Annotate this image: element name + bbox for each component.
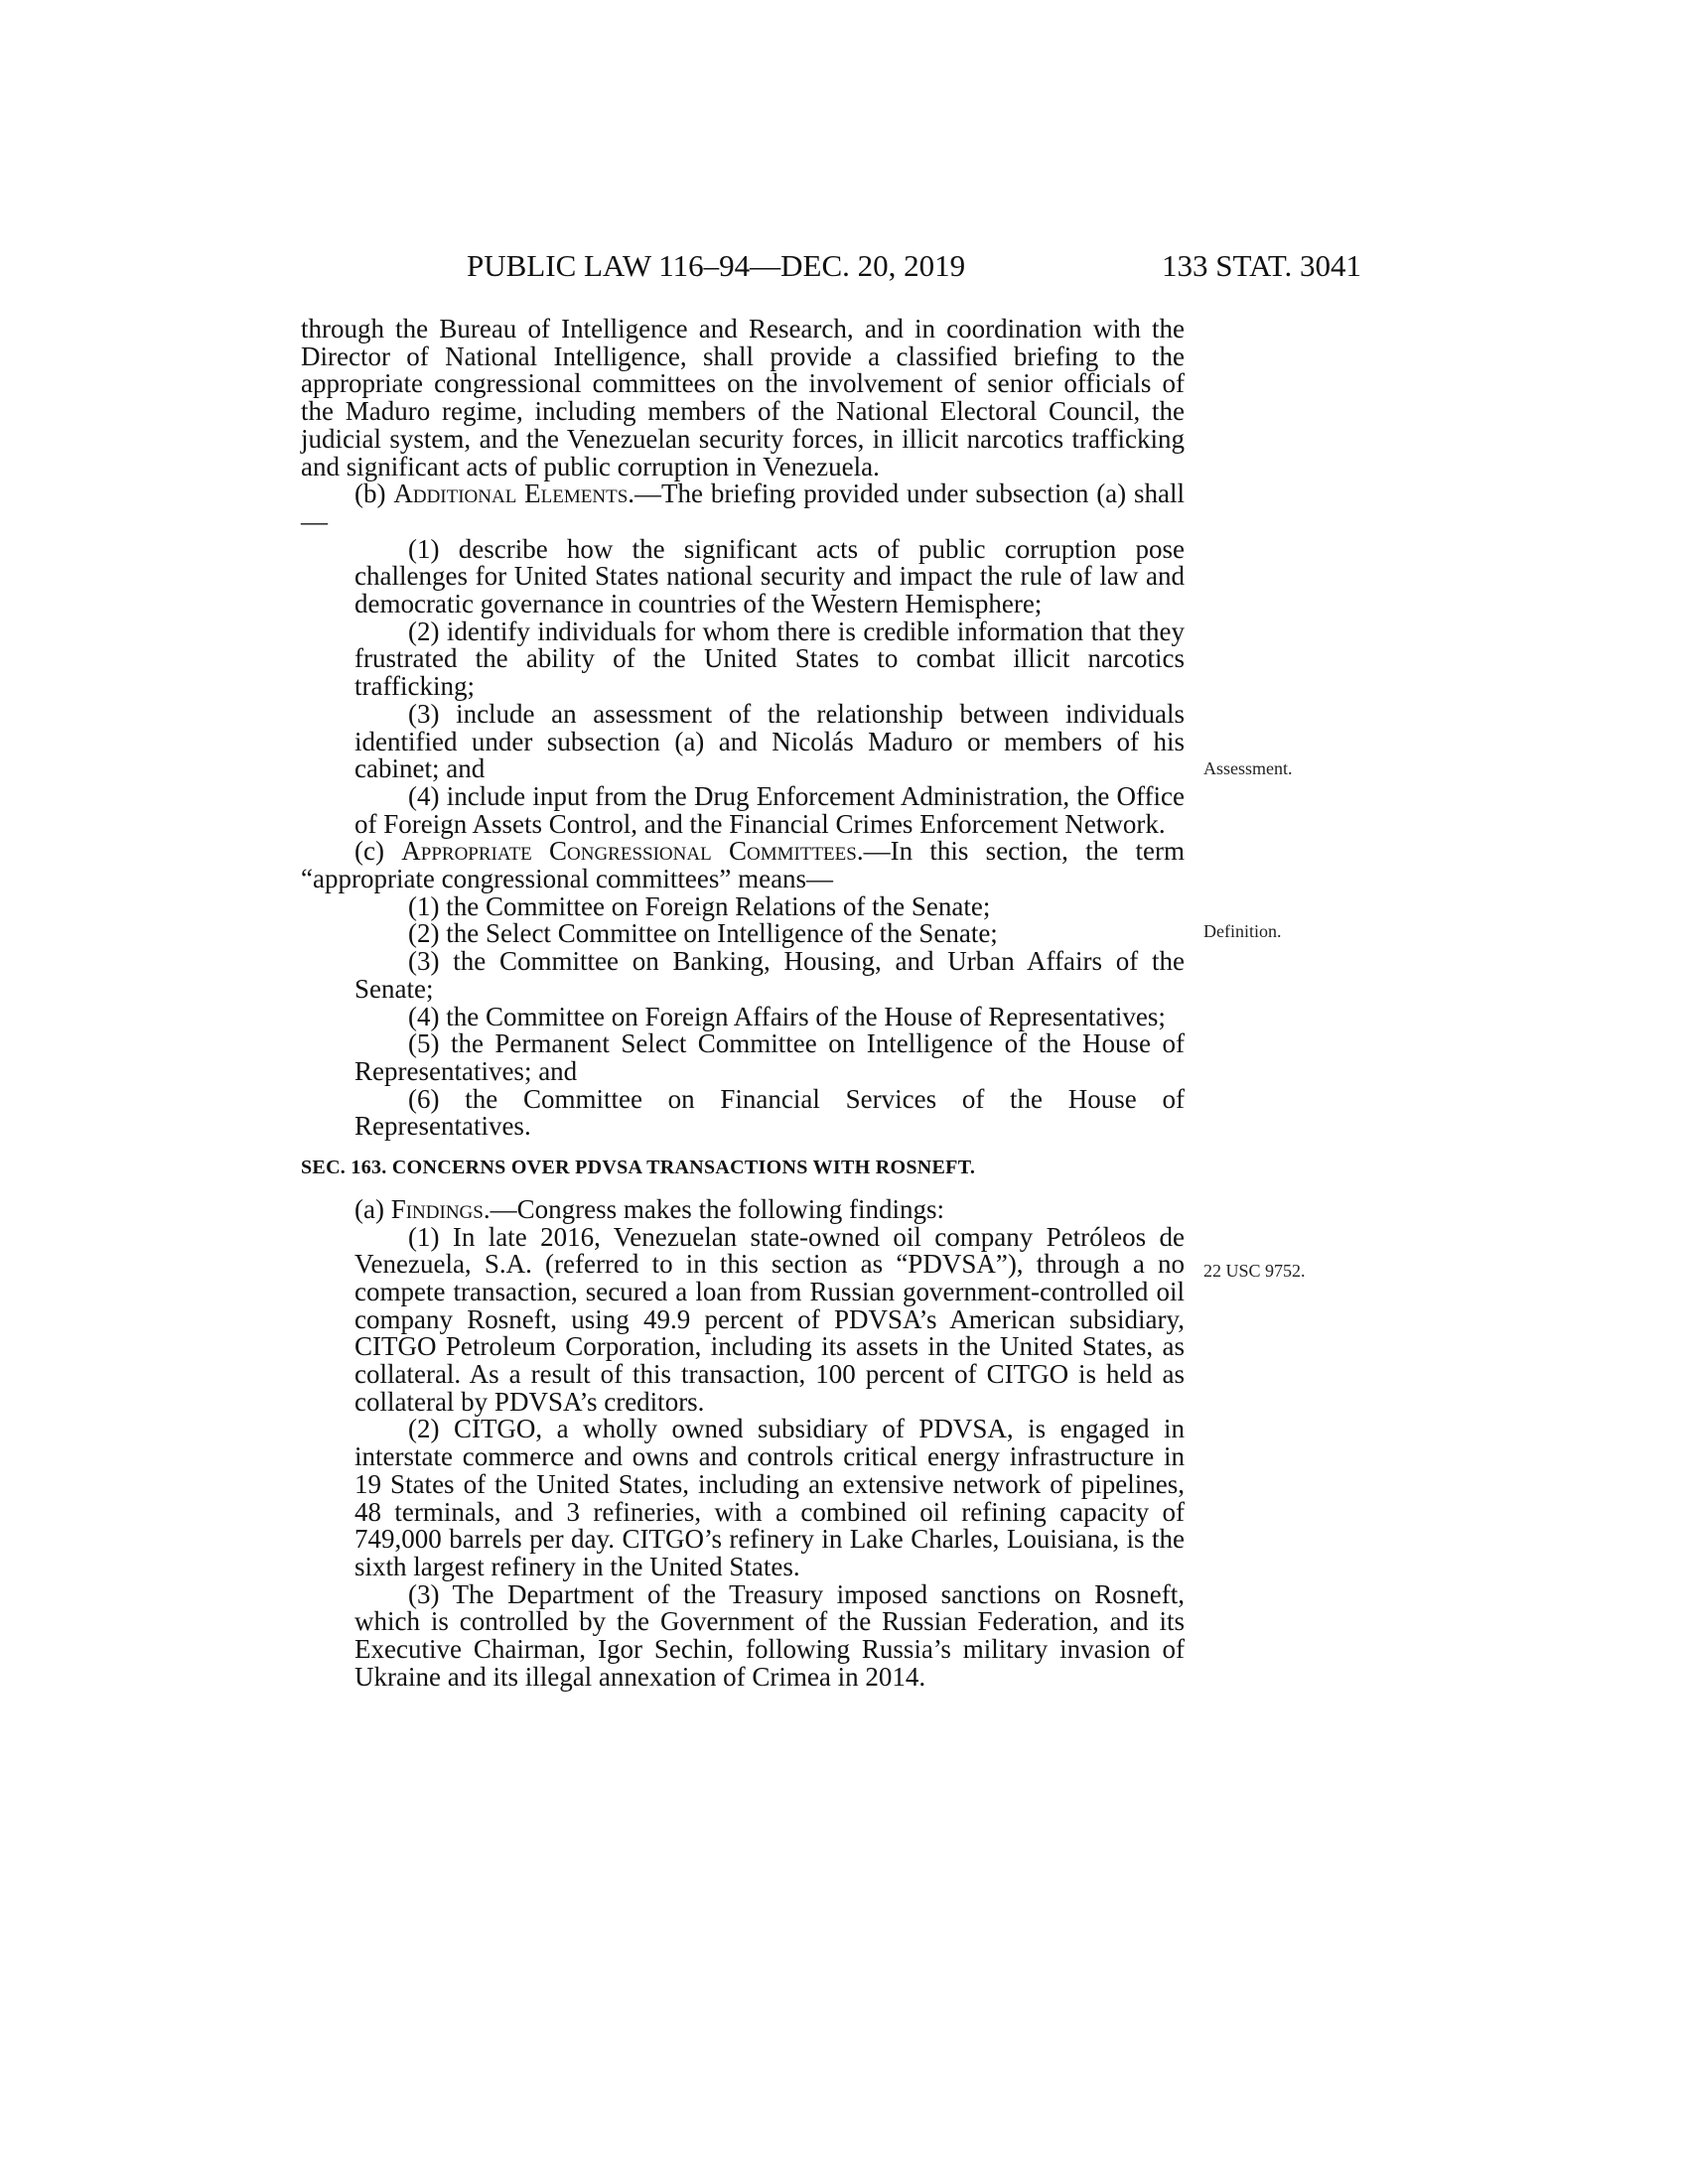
paragraph-c5: (5) the Permanent Select Committee on Intelligence of the House of Representatives; and	[354, 1028, 1185, 1086]
section-heading: SEC. 163. CONCERNS OVER PDVSA TRANSACTIONS WITH ROSNEFT.	[301, 1157, 976, 1179]
subsection-b-label: (b)	[354, 478, 394, 509]
intro-paragraph: through the Bureau of Intelligence and Research, and in coordination with the Director of National Intelligence, shall provide a classified briefing to the appropriate congressional committees on the involvement of senior officials of the Maduro regime, including members of the National Electoral Council, the judicial system, and the Venezuelan security forces, in illicit narcotics trafficking and significant acts of public corruption in Venezuela.	[301, 314, 1185, 481]
header-page-number: 133 STAT. 3041	[1162, 248, 1362, 283]
paragraph-b2: (2) identify individuals for whom there is credible information that they frustrated the ability of the United States to combat illicit narcotics trafficking;	[354, 615, 1185, 702]
subsection-c-text: .—In this section, the term “appropriate congressional committees” means—	[301, 836, 1185, 894]
paragraph-c3: (3) the Committee on Banking, Housing, and Urban Affairs of the Senate;	[354, 946, 1185, 1004]
paragraph-b1: (1) describe how the significant acts of public corruption pose challenges for United States national security and impact the rule of law and democratic governance in countries of the Western Hemisphere;	[354, 533, 1185, 619]
subsection-c-label: (c)	[354, 836, 402, 867]
paragraph-a2: (2) CITGO, a wholly owned subsidiary of PDVSA, is engaged in interstate commerce and owns and controls critical energy infrastructure in 19 States of the United States, including an extensive network of pipelines, 48 terminals, and 3 refineries, with a combined oil refining capacity of 749,000 barrels per day. CITGO’s refinery in Lake Charles, Louisiana, is the sixth largest refinery in the United States.	[354, 1414, 1185, 1581]
paragraph-b3: (3) include an assessment of the relationship between individuals identified under subsection (a) and Nicolás Maduro or members of his cabinet; and	[354, 698, 1185, 784]
paragraph-c2: (2) the Select Committee on Intelligence of the Senate;	[408, 918, 998, 949]
subsection-c	[301, 838, 1185, 892]
margin-note-usc: 22 USC 9752.	[1203, 1261, 1306, 1281]
paragraph-a1: (1) In late 2016, Venezuelan state-owned oil company Petróleos de Venezuela, S.A. (referred to in this section as “PDVSA”), through a no compete transaction, secured a loan from Russian government-controlled oil company Rosneft, using 49.9 percent of PDVSA’s American subsidiary, CITGO Petroleum Corporation, including its assets in the United States, as collateral. As a result of this transaction, 100 percent of CITGO is held as collateral by PDVSA’s creditors.	[354, 1221, 1185, 1417]
subsection-b	[301, 480, 1185, 535]
paragraph-a3: (3) The Department of the Treasury imposed sanctions on Rosneft, which is controlled by the Government of the Russian Federation, and its Executive Chairman, Igor Sechin, following Russia’s military invasion of Ukraine and its illegal annexation of Crimea in 2014.	[354, 1578, 1185, 1692]
subsection-a-heading: Findings	[390, 1193, 484, 1224]
subsection-b-text: .—The briefing provided under subsection (a) shall—	[301, 478, 1186, 536]
margin-note-definition: Definition.	[1203, 921, 1282, 941]
paragraph-c1: (1) the Committee on Foreign Relations of the Senate;	[408, 890, 991, 921]
paragraph-c6: (6) the Committee on Financial Services of the House of Representatives.	[354, 1083, 1185, 1142]
subsection-a-text: .—Congress makes the following findings:	[483, 1193, 945, 1224]
paragraph-b4: (4) include input from the Drug Enforcement Administration, the Office of Foreign Assets Control, and the Financial Crimes Enforcement Network.	[354, 780, 1185, 839]
running-header	[0, 248, 1688, 288]
document-body	[301, 316, 1185, 1691]
header-title: PUBLIC LAW 116–94—DEC. 20, 2019	[467, 248, 966, 283]
paragraph-c4: (4) the Committee on Foreign Affairs of the House of Representatives;	[408, 1001, 1166, 1031]
subsection-b-heading: Additional Elements	[393, 478, 629, 509]
subsection-a-label: (a)	[354, 1193, 391, 1224]
subsection-c-heading: Appropriate Congressional Committees	[401, 836, 857, 867]
subsection-a	[301, 1193, 1185, 1224]
margin-note-assessment: Assessment.	[1203, 758, 1293, 778]
